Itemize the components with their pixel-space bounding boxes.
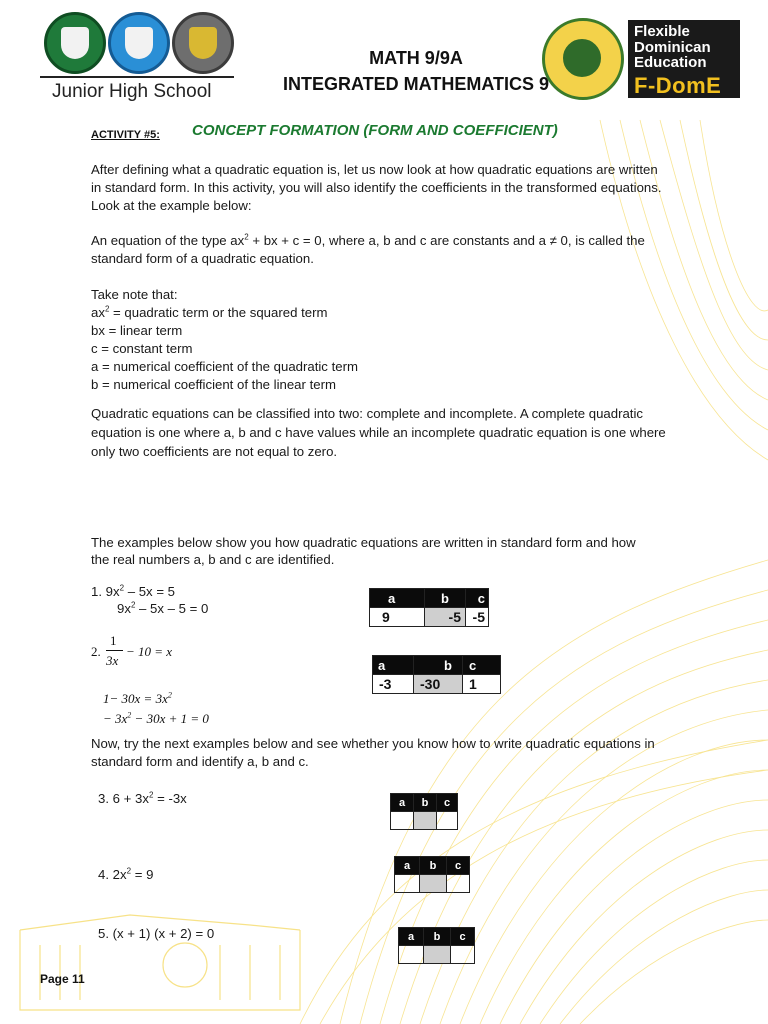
examples-intro-line-2: the real numbers a, b and c are identified. xyxy=(91,552,335,567)
header-b: b xyxy=(425,589,466,608)
header-c: c xyxy=(447,857,470,875)
header-a: a xyxy=(373,656,414,675)
school-seal-blue xyxy=(108,12,170,74)
header-c: c xyxy=(466,589,489,608)
header-c: c xyxy=(437,794,458,812)
practice-5-answer-table xyxy=(398,927,475,964)
header-b: b xyxy=(420,857,447,875)
practice-5-equation: 5. (x + 1) (x + 2) = 0 xyxy=(98,926,215,941)
school-seal-green xyxy=(44,12,106,74)
header-b: b xyxy=(414,656,463,675)
example-1-standard-form: $9x^2 - 5x - 5 = 0$ xyxy=(117,600,209,616)
examples-intro-line-1: The examples below show you how quadratic equations are written in standard form and how xyxy=(91,535,636,550)
example-1-equation: 1. $9x^2 - 5x = 5$ xyxy=(91,583,176,599)
answer-b-cell[interactable] xyxy=(414,812,437,830)
example-2-equation: 2. 1 3x − 10 = x xyxy=(91,633,173,668)
practice-4-equation: 4. $2x^2 = 9$ xyxy=(98,866,154,882)
header-c: c xyxy=(451,928,475,946)
value-a: -3 xyxy=(373,675,414,694)
header-a: a xyxy=(391,794,414,812)
header-a: a xyxy=(395,857,420,875)
page-number: Page 11 xyxy=(40,972,85,986)
value-b: -30 xyxy=(414,675,463,694)
answer-a-cell[interactable] xyxy=(395,875,420,893)
value-b: -5 xyxy=(425,608,466,627)
value-c: -5 xyxy=(466,608,489,627)
answer-c-cell[interactable] xyxy=(447,875,470,893)
intro-line-3: Look at the example below: xyxy=(91,198,252,213)
example-2-coefficient-table xyxy=(372,655,501,694)
note-constant-term: c = constant term xyxy=(91,341,193,356)
intro-line-1: After defining what a quadratic equation is, let us now look at how quadratic equations are written xyxy=(91,162,658,177)
classification-line-1: Quadratic equations can be classified into two: complete and incomplete. A complete quadratic xyxy=(91,406,643,421)
school-label: Junior High School xyxy=(52,81,212,102)
fdome-line-1: Flexible xyxy=(634,23,690,40)
practice-intro-line-1: Now, try the next examples below and see whether you know how to write quadratic equations in xyxy=(91,736,655,751)
answer-a-cell[interactable] xyxy=(399,946,424,964)
header-b: b xyxy=(424,928,451,946)
practice-3-equation: 3. $6 + 3x^2 = -3x$ xyxy=(98,790,187,806)
practice-intro-line-2: standard form and identify a, b and c. xyxy=(91,754,309,769)
definition-line-2: standard form of a quadratic equation. xyxy=(91,251,314,266)
example-2-step-2: − $3x^2 - 30x + 1 = 0$ xyxy=(103,710,209,726)
answer-c-cell[interactable] xyxy=(437,812,458,830)
practice-4-answer-table xyxy=(394,856,470,893)
intro-line-2: in standard form. In this activity, you will also identify the coefficients in the transformed equations. xyxy=(91,180,662,195)
classification-line-2: equation is one where a, b and c have values while an incomplete quadratic equation is one where xyxy=(91,425,666,440)
fdome-brand: F-DomE xyxy=(634,73,722,98)
fdome-line-3: Education xyxy=(634,54,707,71)
course-code: MATH 9/9A xyxy=(369,48,463,68)
answer-c-cell[interactable] xyxy=(451,946,475,964)
activity-title: CONCEPT FORMATION (FORM AND COEFFICIENT) xyxy=(192,122,558,139)
example-2-step-1: $1- 30x = 3x^2$ xyxy=(103,690,172,706)
answer-b-cell[interactable] xyxy=(424,946,451,964)
school-seal-gray xyxy=(172,12,234,74)
activity-label: ACTIVITY #5: xyxy=(91,129,160,141)
example-1-coefficient-table xyxy=(369,588,489,627)
note-quadratic-term: $ax^2$ = quadratic term or the squared term xyxy=(91,304,328,320)
note-coefficient-a: a = numerical coefficient of the quadratic term xyxy=(91,359,358,374)
definition-line-1: An equation of the type $ax^2$ + bx + c = 0, where a, b and c are constants and a ≠ 0, is called the xyxy=(91,232,645,248)
header-rule xyxy=(40,76,234,78)
fdome-line-2: Dominican xyxy=(634,39,711,56)
header-c: c xyxy=(463,656,501,675)
header-a: a xyxy=(370,589,425,608)
note-coefficient-b: b = numerical coefficient of the linear term xyxy=(91,377,336,392)
answer-a-cell[interactable] xyxy=(391,812,414,830)
practice-3-answer-table xyxy=(390,793,458,830)
header-b: b xyxy=(414,794,437,812)
university-seal xyxy=(542,18,624,100)
course-title: INTEGRATED MATHEMATICS 9 xyxy=(283,74,549,94)
notes-heading: Take note that: xyxy=(91,287,178,302)
value-c: 1 xyxy=(463,675,501,694)
fraction-bar xyxy=(106,650,123,651)
answer-b-cell[interactable] xyxy=(420,875,447,893)
header-a: a xyxy=(399,928,424,946)
classification-line-3: only two coefficients are not equal to zero. xyxy=(91,444,338,459)
value-a: 9 xyxy=(370,608,425,627)
note-linear-term: bx = linear term xyxy=(91,323,183,338)
